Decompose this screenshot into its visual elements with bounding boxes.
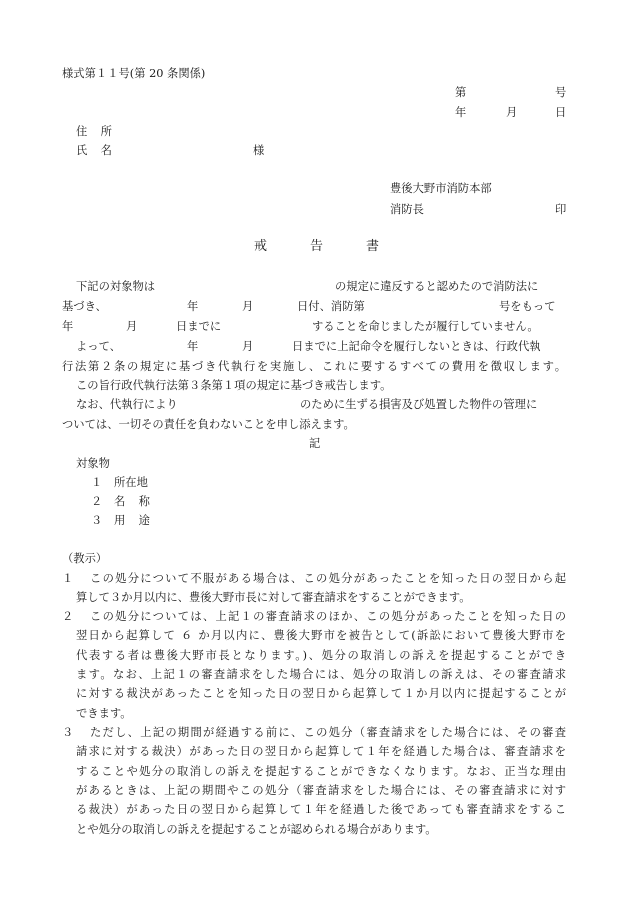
instruction-3-line: することや処分の取消しの訴えを提起することができなくなります。なお、正当な理由 bbox=[76, 765, 566, 778]
instruction-3-line: る裁決）があった日の翌日から起算して１年を経過した後であっても審査請求をするこ bbox=[76, 803, 566, 816]
p1-line2-year: 年 bbox=[187, 300, 199, 313]
p4-line1-b: のために生ずる損害及び処置した物件の管理に bbox=[300, 398, 538, 411]
p1-line2-month: 月 bbox=[242, 300, 254, 313]
instruction-item-num: ２ bbox=[62, 610, 74, 623]
issuer-organization: 豊後大野市消防本部 bbox=[390, 182, 492, 195]
p1-line3-month: 月 bbox=[126, 320, 138, 333]
seal-mark: 印 bbox=[555, 203, 567, 216]
instruction-2-line: できます。 bbox=[76, 707, 132, 720]
instruction-heading: （教示） bbox=[62, 552, 108, 565]
p1-line2-a: 基づき、 bbox=[62, 300, 107, 313]
p1-line3-d: することを命じましたが履行していません。 bbox=[312, 320, 539, 333]
instruction-3-line: ただし、上記の期間が経過する前に、この処分（審査請求をした場合には、その審査 bbox=[90, 726, 566, 739]
target-item-name: 名 称 bbox=[114, 495, 151, 508]
instruction-3-line: があるときは、上記の期間やこの処分（審査請求をした場合には、その審査請求に対す bbox=[76, 784, 566, 797]
instruction-item-num: ３ bbox=[62, 726, 74, 739]
target-item-num: １ bbox=[91, 476, 103, 489]
p1-line2-d: 日付、消防第 bbox=[297, 300, 365, 313]
target-item-num: ３ bbox=[91, 514, 103, 527]
instruction-2-line: ます。なお、上記１の審査請求をした場合には、処分の取消しの訴えは、その審査請求 bbox=[76, 668, 566, 681]
p2-line1-month: 月 bbox=[242, 340, 254, 353]
title-char-3: 書 bbox=[366, 239, 380, 254]
title-char-1: 戒 bbox=[254, 239, 268, 254]
date-month: 月 bbox=[506, 106, 518, 119]
instruction-2-line: に対する裁決があったことを知った日の翌日から起算して１か月以内に提起することが bbox=[76, 687, 566, 700]
issuer-title: 消防長 bbox=[390, 203, 424, 216]
ki-marker: 記 bbox=[309, 437, 321, 450]
p4-line1-a: なお、代執行により bbox=[76, 398, 178, 411]
form-number: 様式第１１号(第 20 条関係) bbox=[62, 67, 206, 80]
target-item-use: 用 途 bbox=[114, 514, 151, 527]
instruction-2-line: この処分については、上記１の審査請求のほか、この処分があったことを知った日の bbox=[90, 610, 566, 623]
p1-line2-e: 号をもって bbox=[499, 300, 556, 313]
instruction-3-line: 請求に対する裁決）があった日の翌日から起算して１年を経過した場合は、審査請求を bbox=[76, 745, 566, 758]
p2-line1-year: 年 bbox=[187, 340, 199, 353]
p2-line2: 行法第２条の規定に基づき代執行を実施し、これに要するすべての費用を徴収します。 bbox=[62, 360, 566, 373]
instruction-3-line: とや処分の取消しの訴えを提起することが認められる場合があります。 bbox=[76, 823, 437, 836]
p1-line3-year: 年 bbox=[62, 320, 74, 333]
date-day: 日 bbox=[555, 106, 567, 119]
instruction-2-line: 翌日から起算して ６ か月以内に、豊後大野市を被告として(訴訟において豊後大野市を bbox=[76, 629, 566, 642]
date-year: 年 bbox=[455, 106, 467, 119]
instruction-1-line: 算して３か月以内に、豊後大野市長に対して審査請求をすることができます。 bbox=[76, 591, 471, 604]
p1-line1-b: の規定に違反すると認めたので消防法に bbox=[335, 280, 539, 293]
p1-line1-a: 下記の対象物は bbox=[76, 280, 156, 293]
instruction-1-line: この処分について不服がある場合は、この処分があったことを知った日の翌日から起 bbox=[90, 572, 566, 585]
instruction-2-line: 代表する者は豊後大野市長となります。)、処分の取消しの訴えを提起することができ bbox=[76, 649, 566, 662]
honorific: 様 bbox=[253, 144, 265, 157]
p4-line2: ついては、一切その責任を負わないことを申し添えます。 bbox=[62, 418, 355, 431]
p3-line: この旨行政代執行法第３条第１項の規定に基づき戒告します。 bbox=[76, 379, 392, 392]
target-heading: 対象物 bbox=[76, 457, 110, 470]
number-suffix: 号 bbox=[555, 86, 567, 99]
address-label: 住 所 bbox=[76, 125, 113, 138]
p2-line1-a: よって、 bbox=[76, 340, 121, 353]
p1-line3-c: 日までに bbox=[176, 320, 222, 333]
target-item-location: 所在地 bbox=[114, 476, 148, 489]
p2-line1-d: 日までに上記命令を履行しないときは、行政代執 bbox=[292, 340, 541, 353]
target-item-num: ２ bbox=[91, 495, 103, 508]
title-char-2: 告 bbox=[310, 239, 324, 254]
number-prefix: 第 bbox=[455, 86, 467, 99]
instruction-item-num: １ bbox=[62, 572, 74, 585]
name-label: 氏 名 bbox=[76, 144, 113, 157]
